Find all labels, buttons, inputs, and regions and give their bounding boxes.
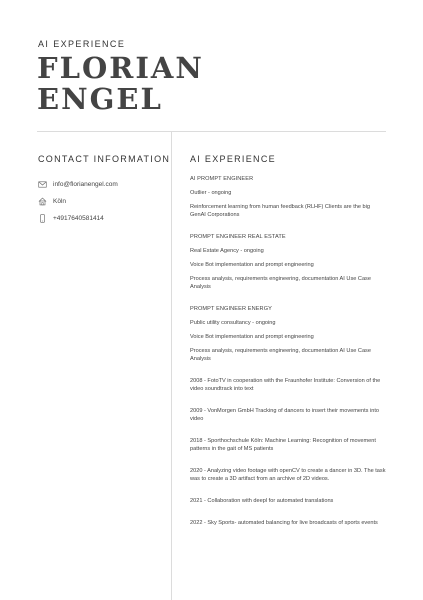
entry-title: AI PROMPT ENGINEER bbox=[190, 176, 254, 182]
entry-line: Voice Bot implementation and prompt engineering bbox=[190, 262, 314, 268]
contact-phone[interactable] bbox=[38, 210, 118, 227]
experience-item: 2008 - FotoTV in cooperation with the Fraunhofer Institute: Conversion of the video soundtrack into text bbox=[190, 378, 381, 392]
experience-section-title: AI EXPERIENCE bbox=[190, 154, 276, 164]
column-divider bbox=[171, 132, 172, 600]
entry-line: Reinforcement learning from human feedback (RLHF) Clients are the big GenAI Corporations bbox=[190, 204, 371, 218]
experience-entry bbox=[190, 175, 386, 219]
experience-entry bbox=[190, 305, 386, 363]
mail-icon bbox=[38, 180, 47, 189]
header-kicker: AI EXPERIENCE bbox=[38, 39, 126, 49]
contact-list bbox=[38, 176, 118, 227]
experience-item: 2021 - Collaboration with deepl for automated translations bbox=[190, 498, 334, 504]
entry-line: Public utility consultancy - ongoing bbox=[190, 320, 276, 326]
experience-item: 2009 - VonMorgen GmbH Tracking of dancers to insert their movements into video bbox=[190, 408, 380, 422]
header-divider bbox=[37, 131, 386, 132]
entry-line: Real Estate Agency - ongoing bbox=[190, 248, 264, 254]
phone-icon bbox=[38, 214, 47, 223]
experience-list bbox=[190, 175, 386, 541]
full-name bbox=[37, 53, 204, 115]
contact-location bbox=[38, 193, 118, 210]
entry-title: PROMPT ENGINEER REAL ESTATE bbox=[190, 234, 286, 240]
contact-section-title: CONTACT INFORMATION bbox=[38, 154, 171, 164]
last-name: ENGEL bbox=[37, 82, 163, 116]
experience-item: 2022 - Sky Sports- automated balancing for live broadcasts of sports events bbox=[190, 520, 378, 526]
entry-line: Outlier - ongoing bbox=[190, 190, 232, 196]
contact-email-text: info@florianengel.com bbox=[53, 181, 118, 188]
contact-phone-text: +4917640581414 bbox=[53, 215, 104, 222]
experience-entry bbox=[190, 233, 386, 291]
experience-item: 2018 - Sporthochschule Köln: Machine Learning: Recognition of movement patterns in the gait of MS patients bbox=[190, 438, 376, 452]
contact-email[interactable] bbox=[38, 176, 118, 193]
entry-title: PROMPT ENGINEER ENERGY bbox=[190, 306, 272, 312]
contact-location-text: Köln bbox=[53, 198, 67, 205]
entry-line: Voice Bot implementation and prompt engineering bbox=[190, 334, 314, 340]
entry-line: Process analysis, requirements engineering, documentation AI Use Case Analysis bbox=[190, 276, 371, 290]
entry-line: Process analysis, requirements engineering, documentation AI Use Case Analysis bbox=[190, 348, 371, 362]
experience-item: 2020 - Analyzing video footage with openCV to create a dancer in 3D. The task was to create a 3D artifact from an archive of 2D videos. bbox=[190, 468, 386, 482]
home-icon bbox=[38, 197, 47, 206]
first-name: FLORIAN bbox=[37, 51, 204, 85]
